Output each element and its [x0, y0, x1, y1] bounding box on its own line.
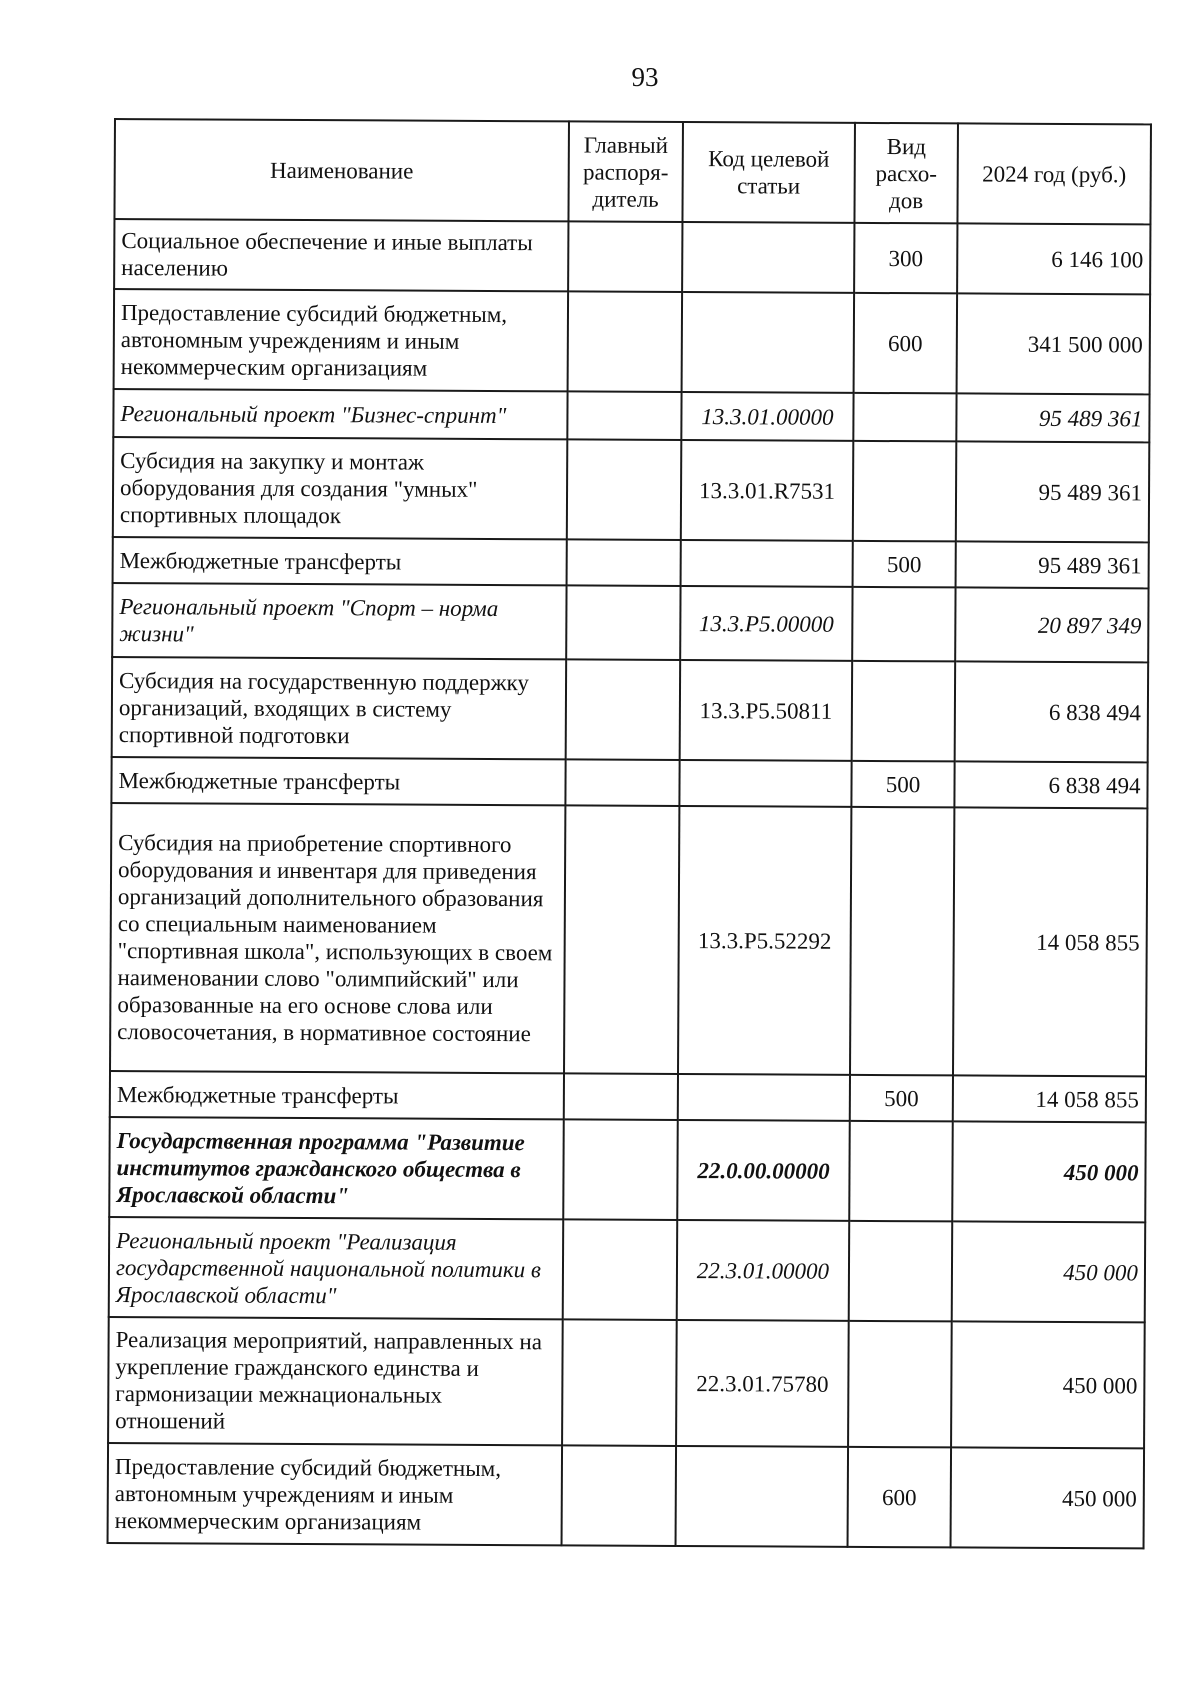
header-name: Наименование [114, 119, 569, 221]
cell-name: Региональный проект "Реализация государственной национальной политики в Ярославской области" [109, 1217, 564, 1319]
cell-name: Межбюджетные трансферты [113, 537, 567, 585]
cell-name: Межбюджетные трансферты [111, 757, 565, 805]
cell-target-code: 22.0.00.00000 [677, 1120, 850, 1221]
table-header-row [114, 119, 1151, 224]
cell-amount: 95 489 361 [956, 441, 1150, 542]
cell-name: Государственная программа "Развитие институтов гражданского общества в Ярославской области" [109, 1117, 564, 1219]
cell-main-admin [564, 805, 679, 1074]
cell-name: Субсидия на государственную поддержку организаций, входящих в систему спортивной подготовки [112, 657, 567, 759]
cell-target-code: 13.3.01.00000 [681, 392, 853, 441]
cell-target-code: 22.3.01.00000 [677, 1220, 850, 1321]
cell-main-admin [568, 221, 682, 292]
cell-expense-type [853, 393, 956, 442]
budget-table [107, 118, 1152, 1549]
cell-amount: 6 146 100 [957, 223, 1150, 294]
cell-target-code: 13.3.P5.00000 [680, 586, 852, 661]
cell-main-admin [566, 659, 681, 760]
cell-amount: 341 500 000 [957, 293, 1151, 394]
cell-expense-type [848, 1321, 952, 1448]
cell-main-admin [562, 1319, 677, 1446]
cell-expense-type [853, 441, 957, 542]
cell-name: Субсидия на закупку и монтаж оборудования для создания "умных" спортивных площадок [113, 437, 568, 539]
cell-expense-type: 500 [850, 1075, 953, 1122]
cell-name: Социальное обеспечение и иные выплаты населению [114, 219, 568, 291]
header-main-admin: Главный распоря-дитель [568, 121, 683, 222]
cell-expense-type: 500 [853, 541, 956, 588]
cell-target-code: 22.3.01.75780 [676, 1320, 849, 1447]
cell-target-code [678, 1074, 850, 1121]
header-expense-type: Вид расхо-дов [854, 123, 958, 224]
page-number: 93 [631, 62, 659, 92]
cell-expense-type [849, 1121, 953, 1222]
cell-name: Региональный проект "Бизнес-спринт" [113, 389, 567, 439]
cell-main-admin [567, 539, 681, 586]
cell-name: Межбюджетные трансферты [110, 1071, 564, 1119]
table-row [114, 219, 1150, 294]
cell-expense-type: 600 [848, 1447, 952, 1548]
table-row [113, 437, 1150, 542]
cell-main-admin [567, 391, 681, 440]
cell-amount: 20 897 349 [955, 587, 1148, 662]
cell-expense-type: 300 [854, 223, 957, 294]
table-row [110, 803, 1147, 1076]
cell-main-admin [565, 759, 679, 806]
cell-main-admin [567, 439, 682, 540]
cell-main-admin [563, 1219, 678, 1320]
cell-main-admin [568, 291, 683, 392]
cell-target-code [676, 1446, 849, 1547]
cell-name: Предоставление субсидий бюджетным, автономным учреждениям и иным некоммерческим организациям [114, 289, 569, 391]
cell-amount: 450 000 [952, 1221, 1146, 1322]
cell-main-admin [566, 585, 680, 660]
cell-name: Предоставление субсидий бюджетным, автономным учреждениям и иным некоммерческим организациям [108, 1443, 563, 1545]
cell-amount: 450 000 [952, 1121, 1146, 1222]
cell-expense-type: 600 [854, 293, 958, 394]
cell-amount: 95 489 361 [956, 541, 1149, 588]
cell-amount: 450 000 [951, 1447, 1145, 1548]
cell-expense-type [849, 1221, 953, 1322]
cell-target-code [682, 222, 854, 293]
table-row [111, 757, 1147, 808]
cell-expense-type [852, 587, 955, 662]
cell-main-admin [562, 1445, 677, 1546]
cell-amount: 6 838 494 [954, 761, 1147, 808]
cell-main-admin [564, 1073, 678, 1120]
table-row [109, 1117, 1146, 1222]
cell-expense-type: 500 [851, 761, 954, 808]
table-row [114, 289, 1151, 394]
cell-main-admin [563, 1119, 678, 1220]
cell-amount: 6 838 494 [955, 661, 1149, 762]
cell-target-code: 13.3.P5.52292 [678, 806, 851, 1075]
cell-name: Региональный проект "Спорт – норма жизни" [112, 583, 566, 659]
table-row [112, 583, 1148, 662]
cell-target-code [682, 292, 855, 393]
cell-name: Субсидия на приобретение спортивного оборудования и инвентаря для приведения организаций дополнительного образования со специальным наименованием "спортивная школа", использующих в своем наименовании слово "олимпийский" или образованные на его основе слова или словосочетания, в нормативное состояние [110, 803, 565, 1073]
table-row [109, 1217, 1146, 1322]
cell-target-code: 13.3.01.R7531 [681, 440, 854, 541]
cell-amount: 95 489 361 [956, 393, 1149, 442]
header-target-code: Код целевой статьи [682, 122, 855, 223]
cell-target-code [679, 760, 851, 807]
cell-name: Реализация мероприятий, направленных на укрепление гражданского единства и гармонизации межнациональных отношений [108, 1317, 563, 1445]
cell-amount: 14 058 855 [953, 807, 1147, 1076]
cell-expense-type [852, 661, 956, 762]
cell-target-code [681, 540, 853, 587]
table-row [113, 537, 1149, 588]
cell-expense-type [850, 807, 954, 1076]
table-row [113, 389, 1149, 442]
cell-amount: 14 058 855 [953, 1075, 1146, 1122]
table-row [108, 1443, 1145, 1548]
table-row [110, 1071, 1146, 1122]
table-row [108, 1317, 1145, 1448]
header-amount: 2024 год (руб.) [957, 123, 1151, 224]
table-row [112, 657, 1149, 762]
cell-target-code: 13.3.P5.50811 [680, 660, 853, 761]
cell-amount: 450 000 [951, 1321, 1145, 1448]
